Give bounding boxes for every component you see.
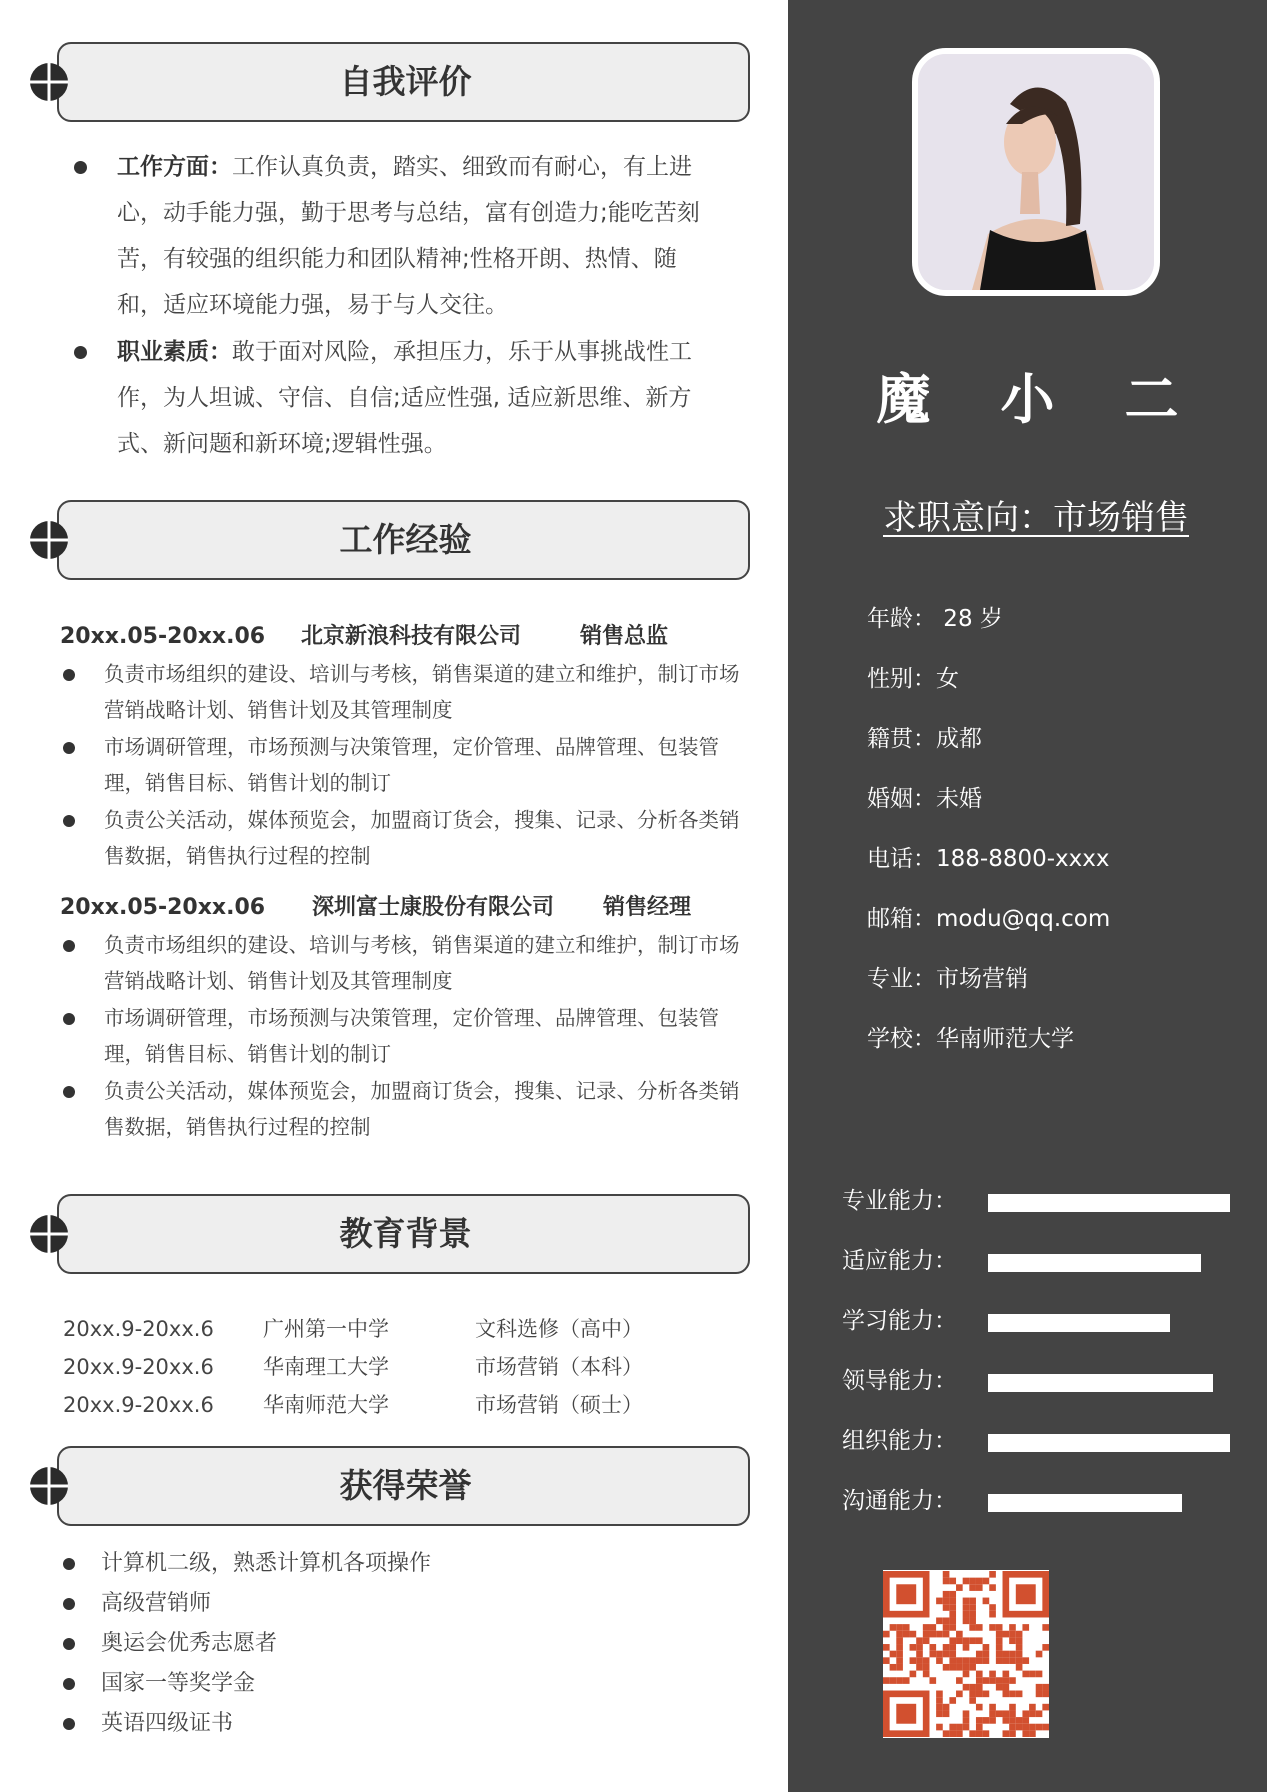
bullet-icon [63,669,75,681]
skill-row [842,1424,1242,1458]
info-marital: 婚姻：未婚 [867,786,982,812]
eval-item [72,329,722,467]
edu-major: 市场营销（本科） [475,1355,643,1379]
skill-bar [988,1374,1213,1392]
honor-text: 奥运会优秀志愿者 [101,1631,278,1656]
bullet-icon [63,1638,75,1650]
skill-label: 沟通能力： [842,1488,957,1514]
skill-bar [988,1254,1201,1272]
section-title: 自我评价 [339,62,472,101]
duty-item [60,1000,750,1072]
bullet-icon [63,940,75,952]
bullet-icon [74,346,87,359]
skill-row [842,1244,1242,1278]
education-row [63,1313,713,1345]
edu-period: 20xx.9-20xx.6 [63,1355,214,1379]
honor-text: 计算机二级，熟悉计算机各项操作 [101,1551,432,1576]
job-company: 深圳富士康股份有限公司 [312,895,555,920]
skill-label: 组织能力： [842,1428,957,1454]
section-title: 工作经验 [339,520,472,559]
bullet-icon [63,1013,75,1025]
bullet-icon [63,1558,75,1570]
bullet-icon [63,1678,75,1690]
section-header-education [57,1194,750,1274]
section-header-work [57,500,750,580]
crosshair-icon [29,520,69,560]
info-email: 邮箱：modu@qq.com [867,906,1111,932]
info-hometown: 籍贯：成都 [867,726,982,752]
info-major: 专业：市场营销 [867,966,1028,992]
crosshair-icon [29,1466,69,1506]
info-age: 年龄： 28 岁 [867,606,1003,632]
duty-item [60,1073,750,1145]
job-position: 销售总监 [580,624,669,649]
edu-period: 20xx.9-20xx.6 [63,1317,214,1341]
job-header [60,621,669,653]
job-company: 北京新浪科技有限公司 [301,624,522,649]
honor-text: 英语四级证书 [101,1711,234,1736]
section-title: 教育背景 [339,1214,472,1253]
skill-row [842,1364,1242,1398]
bullet-icon [63,1718,75,1730]
crosshair-icon [29,1214,69,1254]
qr-code-image [883,1570,1049,1738]
honor-text: 高级营销师 [101,1591,212,1616]
edu-school: 华南师范大学 [263,1393,389,1417]
skill-bar [988,1434,1230,1452]
skill-label: 学习能力： [842,1308,957,1334]
duty-text: 市场调研管理，市场预测与决策管理，定价管理、品牌管理、包装管理，销售目标、销售计划的制订 [104,735,719,795]
job-header [60,892,692,924]
skill-label: 适应能力： [842,1248,957,1274]
job-position: 销售经理 [603,895,692,920]
education-row [63,1351,713,1383]
honor-text: 国家一等奖学金 [101,1671,256,1696]
edu-period: 20xx.9-20xx.6 [63,1393,214,1417]
duty-item [60,656,750,728]
job-period: 20xx.05-20xx.06 [60,895,266,920]
info-phone: 电话：188-8800-xxxx [867,846,1110,872]
bullet-icon [63,742,75,754]
eval-lead: 工作方面： [117,154,232,180]
qr-code[interactable] [883,1570,1049,1738]
section-title: 获得荣誉 [339,1466,472,1505]
edu-major: 市场营销（硕士） [475,1393,643,1417]
skill-bar [988,1194,1230,1212]
info-gender: 性别：女 [867,666,959,692]
skill-row [842,1484,1242,1518]
section-header-honors [57,1446,750,1526]
education-row [63,1389,713,1421]
skill-bar [988,1494,1182,1512]
skill-bar [988,1314,1170,1332]
skill-label: 专业能力： [842,1188,957,1214]
edu-major: 文科选修（高中） [475,1317,643,1341]
bullet-icon [63,1598,75,1610]
job-period: 20xx.05-20xx.06 [60,624,266,649]
edu-school: 华南理工大学 [263,1355,389,1379]
eval-text: 工作认真负责，踏实、细致而有耐心，有上进心，动手能力强，勤于思考与总结，富有创造力;能吃苦刻苦，有较强的组织能力和团队精神;性格开朗、热情、随和，适应环境能力强，易于与人交往。 [117,154,700,318]
duty-text: 市场调研管理，市场预测与决策管理，定价管理、品牌管理、包装管理，销售目标、销售计划的制订 [104,1006,719,1066]
skill-row [842,1304,1242,1338]
candidate-name: 魔小二 [876,368,1249,431]
info-school: 学校：华南师范大学 [867,1026,1074,1052]
section-header-self-eval [57,42,750,122]
skill-row [842,1184,1242,1218]
skill-label: 领导能力： [842,1368,957,1394]
job-objective: 求职意向：市场销售 [883,498,1189,538]
eval-lead: 职业素质： [117,339,232,365]
bullet-icon [74,161,87,174]
duty-text: 负责市场组织的建设、培训与考核，销售渠道的建立和维护，制订市场营销战略计划、销售计划及其管理制度 [104,662,740,722]
bullet-icon [63,1086,75,1098]
eval-item [72,144,722,328]
edu-school: 广州第一中学 [263,1317,389,1341]
crosshair-icon [29,62,69,102]
bullet-icon [63,815,75,827]
eval-text: 敢于面对风险，承担压力，乐于从事挑战性工作，为人坦诚、守信、自信;适应性强, 适应新思维、新方式、新问题和新环境;逻辑性强。 [117,339,692,457]
duty-text: 负责公关活动，媒体预览会，加盟商订货会，搜集、记录、分析各类销售数据，销售执行过程的控制 [104,1079,740,1139]
duty-item [60,802,750,874]
profile-photo [912,48,1160,296]
duty-item [60,927,750,999]
portrait-image [918,54,1154,290]
duty-item [60,729,750,801]
duty-text: 负责公关活动，媒体预览会，加盟商订货会，搜集、记录、分析各类销售数据，销售执行过程的控制 [104,808,740,868]
duty-text: 负责市场组织的建设、培训与考核，销售渠道的建立和维护，制订市场营销战略计划、销售计划及其管理制度 [104,933,740,993]
